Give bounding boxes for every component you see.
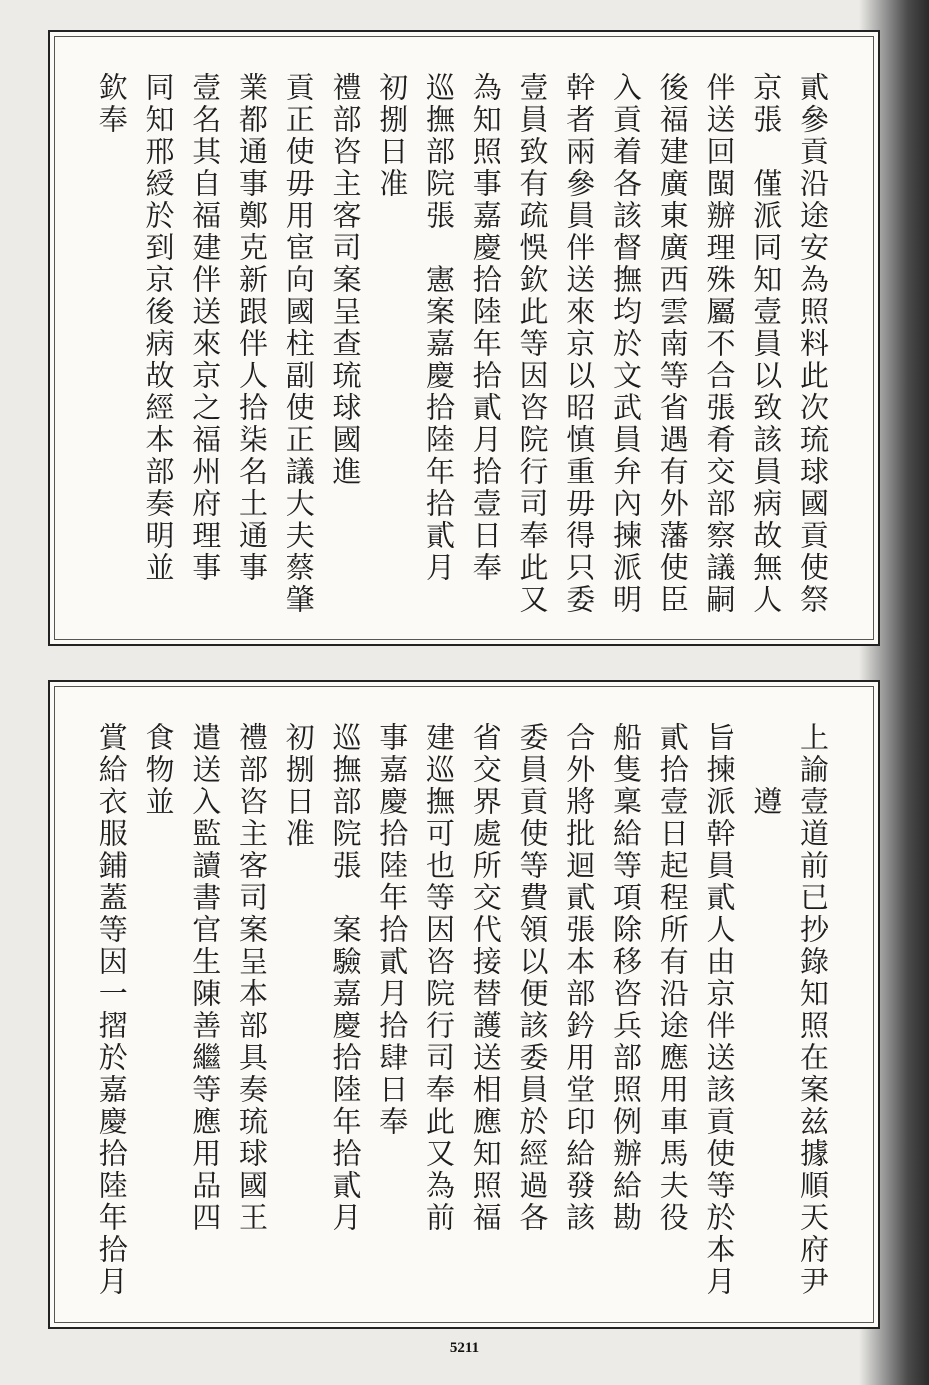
- text-column: 壹員致有疏悞欽此等因咨院行司奉此又: [515, 72, 550, 616]
- text-column: 船隻稟給等項除移咨兵部照例辦給勘: [609, 722, 643, 1234]
- text-column: 貢正使毋用宦向國柱副使正議大夫蔡肇: [281, 72, 316, 616]
- text-column: 幹者兩參員伴送來京以昭慎重毋得只委: [562, 72, 597, 616]
- bottom-page-panel: [48, 680, 880, 1329]
- text-column: 伴送回閩辦理殊屬不合張肴交部察議嗣: [702, 72, 737, 616]
- top-page-panel: [48, 30, 880, 646]
- text-column: 欽奉: [94, 72, 129, 136]
- text-column: 省交界處所交代接替護送相應知照福: [468, 722, 503, 1234]
- text-column: 旨揀派幹員貳人由京伴送該貢使等於本月: [702, 722, 737, 1298]
- text-column: 壹名其自福建伴送來京之福州府理事: [188, 72, 223, 584]
- text-column: 貳拾壹日起程所有沿途應用車馬夫役: [655, 722, 690, 1234]
- text-column: 為知照事嘉慶拾陸年拾貳月拾壹日奉: [468, 72, 503, 584]
- text-column: 巡撫部院張 憲案嘉慶拾陸年拾貳月: [422, 72, 456, 584]
- text-column: 京張 僅派同知壹員以致該員病故無人: [749, 72, 784, 616]
- text-column: 賞給衣服鋪蓋等因一摺於嘉慶拾陸年拾月: [94, 722, 129, 1298]
- text-column: 同知邢綬於到京後病故經本部奏明並: [141, 72, 176, 584]
- text-column: 委員貢使等費領以便該委員於經過各: [515, 722, 550, 1234]
- bottom-text-columns: [90, 722, 838, 1307]
- text-column: 食物並: [141, 722, 176, 818]
- page-number: 5211: [449, 1340, 480, 1356]
- text-column: 巡撫部院張 案驗嘉慶拾陸年拾貳月: [328, 722, 363, 1234]
- text-column: 貳參貢沿途安為照料此次琉球國貢使祭: [796, 72, 830, 616]
- text-column: 合外將批迴貳張本部鈐用堂印給發該: [562, 722, 597, 1234]
- text-column: 上諭壹道前已抄錄知照在案兹據順天府尹: [796, 722, 830, 1298]
- top-text-columns: [90, 72, 838, 624]
- text-column: 初捌日准: [281, 722, 316, 850]
- text-column: 初捌日准: [375, 72, 410, 200]
- text-column: 業都通事鄭克新跟伴人拾柒名土通事: [235, 72, 269, 584]
- text-column: 事嘉慶拾陸年拾貳月拾肆日奉: [375, 722, 410, 1138]
- text-column: 建巡撫可也等因咨院行司奉此又為前: [422, 722, 456, 1234]
- text-column: 入貢着各該督撫均於文武員弁內揀派明: [609, 72, 643, 616]
- text-column: 遵: [749, 722, 784, 818]
- text-column: 遣送入監讀書官生陳善繼等應用品四: [188, 722, 223, 1234]
- text-column: 後福建廣東廣西雲南等省遇有外藩使臣: [655, 72, 690, 616]
- text-column: 禮部咨主客司案呈本部具奏琉球國王: [235, 722, 269, 1234]
- text-column: 禮部咨主客司案呈查琉球國進: [328, 72, 363, 488]
